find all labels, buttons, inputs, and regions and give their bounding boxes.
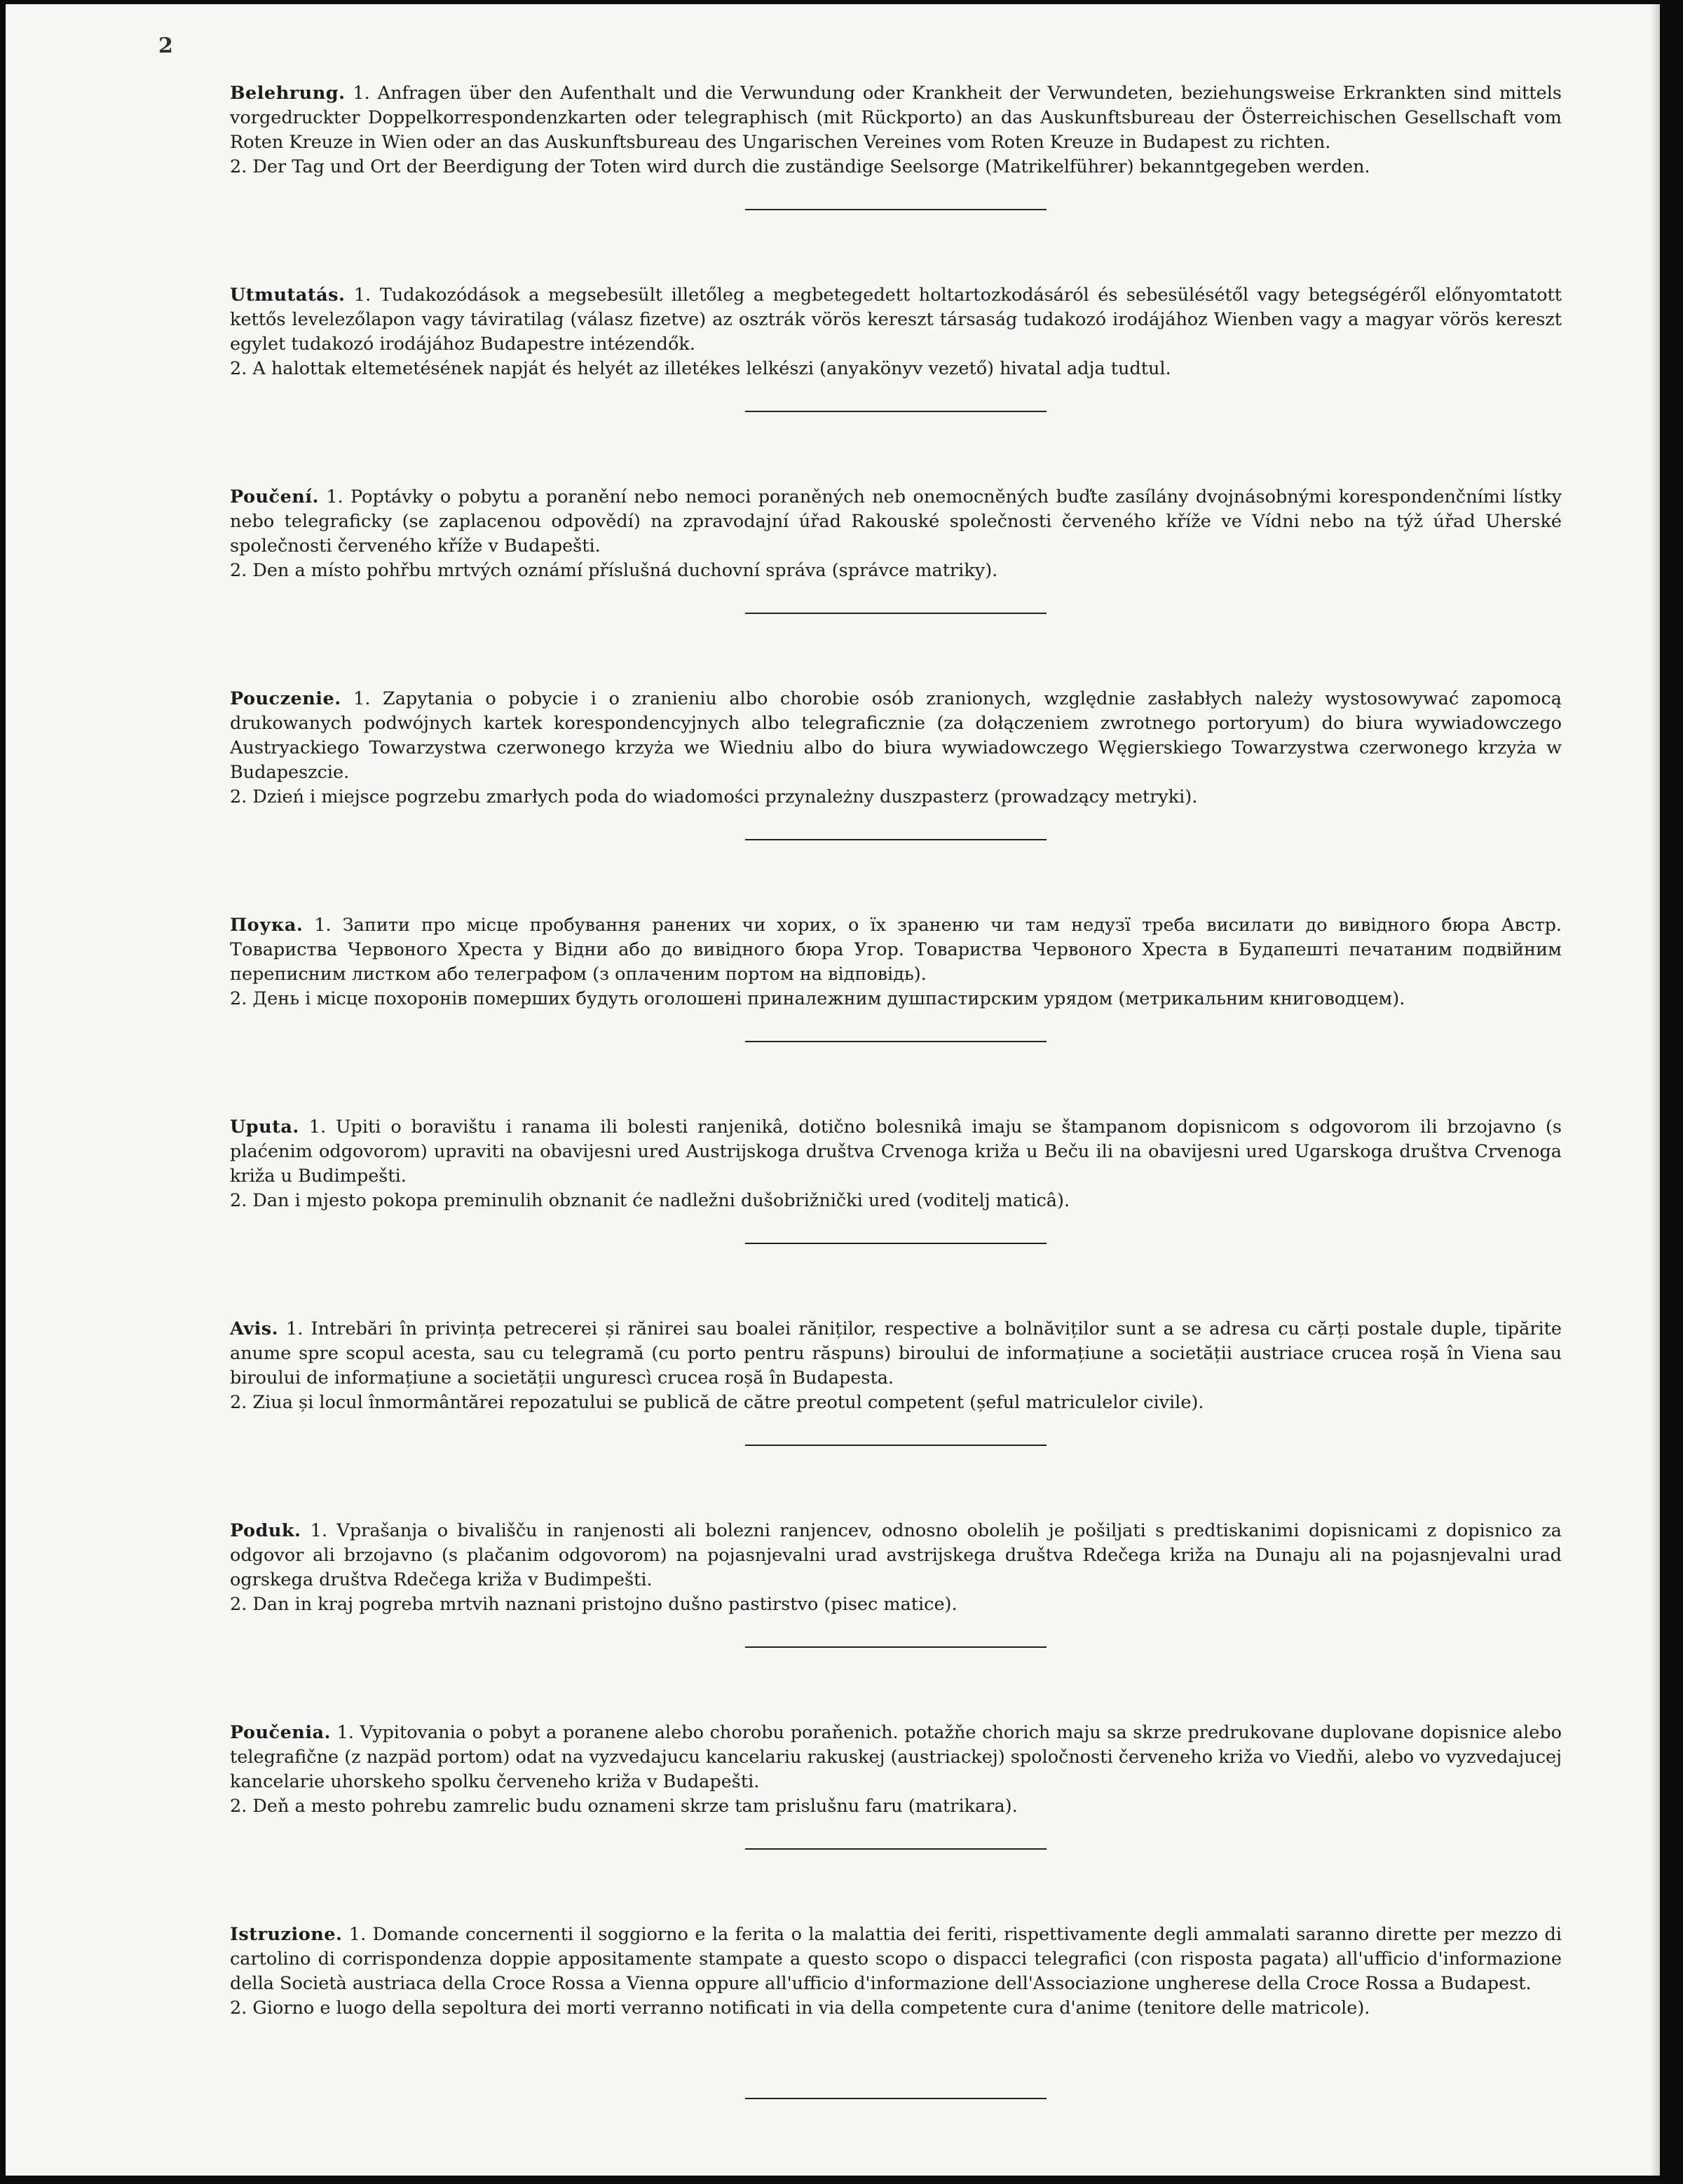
- paragraph-text: 2. День і місце похоронів померших будуть оголошені приналежним душпастирским урядом (метрикальним книговодцем).: [230, 988, 1405, 1009]
- divider-rule: [745, 839, 1047, 840]
- section-paragraph-2: [230, 559, 1562, 583]
- section-paragraph-1: [230, 1721, 1562, 1794]
- section-heading: Poučenia.: [230, 1722, 331, 1743]
- section-paragraph-2: [230, 1189, 1562, 1213]
- paragraph-text: 1. Vprašanja o bivališču in ranjenosti ali bolezni ranjencev, odnosno obolelih je pošiljati s predtiskanimi dopisnicami z dopisnico za odgovor ali brzojavno (s plačanim odgovorom) na pojasnjevalni urad avstrijskega društva Rdečega križa na Dunaju ali na pojasnjevalni urad ogrskega društva Rdečega križa v Budimpešti.: [230, 1520, 1562, 1590]
- paragraph-text: 2. Den a místo pohřbu mrtvých oznámí příslušná duchovní správa (správce matriky).: [230, 560, 998, 581]
- section-heading: Uputa.: [230, 1117, 299, 1138]
- divider-rule: [745, 2098, 1047, 2099]
- paragraph-text: 2. Dan in kraj pogreba mrtvih naznani pristojno dušno pastirstvo (pisec matice).: [230, 1594, 958, 1615]
- section-paragraph-1: [230, 1923, 1562, 1996]
- divider-rule: [745, 1243, 1047, 1244]
- section-heading: Poduk.: [230, 1520, 301, 1541]
- paragraph-text: 2. Dzień i miejsce pogrzebu zmarłych poda do wiadomości przynależny duszpasterz (prowadzący metryki).: [230, 786, 1198, 807]
- paragraph-text: 1. Запити про місце пробування ранених чи хорих, о їх зраненю чи там недузї треба висилати до вивідного бюра Австр. Товариства Червоного Хреста у Відни або до вивідного бюра Угор. Товариства Червоного Хреста в Будапешті печатаним подвійним переписним листком або телеграфом (з оплаченим портом на відповідь).: [230, 915, 1562, 985]
- section-paragraph-1: [230, 687, 1562, 785]
- section-heading: Pouczenie.: [230, 688, 341, 709]
- section-heading: Poučení.: [230, 486, 319, 507]
- paragraph-text: 1. Domande concernenti il soggiorno e la ferita o la malattia dei feriti, rispettivamente degli ammalati saranno dirette per mezzo di cartolino di corrispondenza doppie appositamente stampate a questo scopo o dispacci telegrafici (con risposta pagata) all'ufficio d'informazione della Società austriaca della Croce Rossa a Vienna oppure all'ufficio d'informazione dell'Associazione ungherese della Croce Rossa a Budapest.: [230, 1924, 1562, 1994]
- section-ruthenian: [230, 913, 1562, 1011]
- divider-rule: [745, 1646, 1047, 1648]
- section-italian: [230, 1923, 1562, 2021]
- section-paragraph-1: [230, 283, 1562, 357]
- section-paragraph-2: [230, 785, 1562, 810]
- scan-edge-shadow: [1650, 4, 1660, 2176]
- paragraph-text: 2. A halottak eltemetésének napját és helyét az illetékes lelkészi (anyakönyv vezető) hivatal adja tudtul.: [230, 358, 1171, 379]
- paragraph-text: 1. Vypitovania o pobyt a poranene alebo chorobu poraňenich. potažňe chorich maju sa skrze predrukovane duplovane dopisnice alebo telegrafične (z nazpäd portom) odat na vyzvedajucu kancelariu rakuskej (austriackej) spoločnosti červeneho križa vo Viedňi, alebo vo vyzvedajucej kancelarie uhorskeho spolku červeneho križa v Budapešti.: [230, 1722, 1562, 1792]
- divider-rule: [745, 1445, 1047, 1446]
- divider-rule: [745, 209, 1047, 210]
- section-paragraph-1: [230, 81, 1562, 155]
- section-czech: [230, 485, 1562, 583]
- paragraph-text: 1. Zapytania o pobycie i o zranieniu albo chorobie osób zranionych, względnie zasłabłych należy wystosowywać zapomocą drukowanych podwójnych kartek korespondencyjnych albo telegraficznie (za dołączeniem zwrotnego portoryum) do biura wywiadowczego Austryackiego Towarzystwa czerwonego krzyża we Wiedniu albo do biura wywiadowczego Węgierskiego Towarzystwa czerwonego krzyża w Budapeszcie.: [230, 688, 1562, 783]
- section-paragraph-2: [230, 1996, 1562, 2021]
- paragraph-text: 1. Poptávky o pobytu a poranění nebo nemoci poraněných neb onemocněných buďte zasílány dvojnásobnými korespondenčními lístky nebo telegraficky (se zaplacenou odpovědí) na zpravodajní úřad Rakouské společnosti červeného kříže ve Vídni nebo na týž úřad Uherské společnosti červeného kříže v Budapešti.: [230, 486, 1562, 557]
- section-paragraph-1: [230, 1317, 1562, 1391]
- section-paragraph-1: [230, 1115, 1562, 1189]
- divider-rule: [745, 411, 1047, 412]
- section-romanian: [230, 1317, 1562, 1415]
- section-slovenian: [230, 1519, 1562, 1617]
- paragraph-text: 1. Upiti o boravištu i ranama ili bolesti ranjenikâ, dotično bolesnikâ imaju se štampanom dopisnicom s odgovorom ili brzojavno (s plaćenim odgovorom) upraviti na obavijesni ured Austrijskoga društva Crvenoga križa u Beču ili na obavijesni ured Ugarskoga društva Crvenoga križa u Budimpešti.: [230, 1117, 1562, 1187]
- section-paragraph-1: [230, 913, 1562, 987]
- section-heading: Istruzione.: [230, 1924, 343, 1945]
- paragraph-text: 2. Dan i mjesto pokopa preminulih obznanit će nadležni dušobrižnički ured (voditelj maticâ).: [230, 1190, 1070, 1211]
- section-slovak: [230, 1721, 1562, 1819]
- divider-rule: [745, 613, 1047, 614]
- section-paragraph-1: [230, 1519, 1562, 1592]
- section-paragraph-2: [230, 1592, 1562, 1617]
- instructions-content: [230, 81, 1562, 2172]
- paragraph-text: 2. Giorno e luogo della sepoltura dei morti verranno notificati in via della competente cura d'anime (tenitore delle matricole).: [230, 1998, 1370, 2019]
- document-page: [6, 4, 1660, 2176]
- section-paragraph-2: [230, 155, 1562, 179]
- section-heading: Поука.: [230, 915, 304, 936]
- paragraph-text: 1. Tudakozódások a megsebesült illetőleg a megbetegedett holtartozkodásáról és sebesülésétől vagy betegségéről előnyomtatott kettős levelezőlapon vagy táviratilag (válasz fizetve) az osztrák vörös kereszt társaság tudakozó irodájához Wienben vagy a magyar vörös kereszt egylet tudakozó irodájához Budapestre intézendők.: [230, 285, 1562, 355]
- section-heading: Avis.: [230, 1318, 278, 1339]
- divider-rule: [745, 1041, 1047, 1042]
- section-german: [230, 81, 1562, 179]
- section-paragraph-1: [230, 485, 1562, 559]
- paragraph-text: 2. Der Tag und Ort der Beerdigung der Toten wird durch die zuständige Seelsorge (Matrikelführer) bekanntgegeben werden.: [230, 156, 1370, 177]
- section-heading: Belehrung.: [230, 83, 346, 104]
- section-polish: [230, 687, 1562, 810]
- section-paragraph-2: [230, 1391, 1562, 1415]
- section-heading: Utmutatás.: [230, 285, 346, 306]
- paragraph-text: 1. Intrebări în privința petrecerei și rănirei sau boalei răniților, respective a bolnăviților sunt a se adresa cu cărți postale duple, tipărite anume spre scopul acesta, sau cu telegramă (cu porto pentru răspuns) biroului de informațiune a societății austriace crucea roșă în Viena sau biroului de informațiune a societății ungurescì crucea roșă în Budapesta.: [230, 1318, 1562, 1388]
- section-hungarian: [230, 283, 1562, 381]
- section-paragraph-2: [230, 357, 1562, 381]
- paragraph-text: 1. Anfragen über den Aufenthalt und die Verwundung oder Krankheit der Verwundeten, beziehungsweise Erkrankten sind mittels vorgedruckter Doppelkorrespondenzkarten oder telegraphisch (mit Rückporto) an das Auskunftsbureau der Österreichischen Gesellschaft vom Roten Kreuze in Wien oder an das Auskunftsbureau des Ungarischen Vereines vom Roten Kreuze in Budapest zu richten.: [230, 83, 1562, 153]
- section-croatian: [230, 1115, 1562, 1213]
- paragraph-text: 2. Ziua și locul înmormântărei repozatului se publică de către preotul competent (șeful matriculelor civile).: [230, 1392, 1204, 1413]
- divider-rule: [745, 1848, 1047, 1850]
- page-number: 2: [158, 34, 173, 58]
- paragraph-text: 2. Deň a mesto pohrebu zamrelic budu oznameni skrze tam prislušnu faru (matrikara).: [230, 1796, 1018, 1817]
- section-paragraph-2: [230, 987, 1562, 1011]
- section-paragraph-2: [230, 1794, 1562, 1819]
